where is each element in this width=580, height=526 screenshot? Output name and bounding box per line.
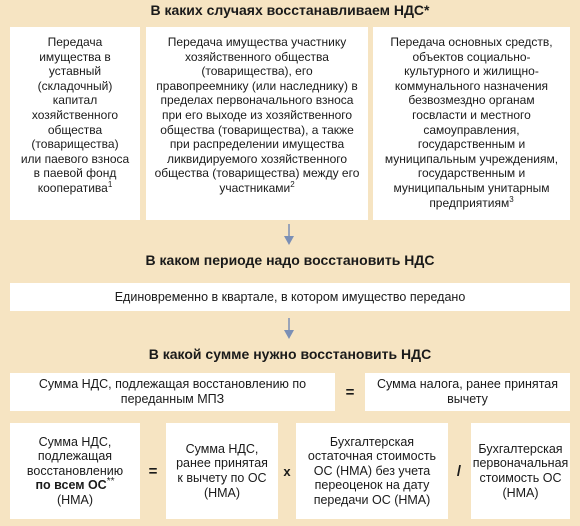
period-text: Единовременно в квартале, в котором имущество передано [114,289,466,304]
formula2-restore-bold: по всем ОС [35,478,107,493]
formula2-restore-text: Сумма НДС, подлежащая восстановлению [26,434,124,478]
footnote-mark: 3 [509,194,514,204]
formula2-restore-suffix: (НМА) [56,492,94,507]
period-box [10,283,570,311]
equals-sign: = [345,383,355,401]
case-box-participant-exit [146,27,368,220]
footnote-mark: 1 [107,179,113,189]
formula2-residual-box [296,423,448,519]
footnote-mark: 2 [290,179,295,189]
section-heading-cases: В каких случаях восстанавливаем НДС* [150,2,430,18]
formula2-residual-text: Бухгалтерская остаточная стоимость ОС (НМА) без учета переоценок на дату передачи ОС (НМА) [307,434,437,507]
formula1-left-text: Сумма НДС, подлежащая восстановлению по переданным МПЗ [38,377,307,406]
multiply-sign: х [283,463,291,479]
footnote-mark: ** [106,476,115,488]
equals-sign: = [148,462,158,480]
divide-sign: / [456,462,462,480]
formula2-restore-box [10,423,140,519]
formula1-left-box [10,373,335,411]
case-box-charter-capital [10,27,140,220]
case-text: Передача имущества участнику хозяйственного общества (товарищества), его правопреемнику (или наследнику) в пределах первоначального взноса при его выходе из хозяйственного общества (товарищества), а также при распределении имущества ликвидируемого хозяйственного общества (товарищества) между его участниками [154,35,360,195]
section-heading-period: В каком периоде надо восстановить НДС [145,252,435,268]
formula1-right-box [365,373,570,411]
case-box-free-transfer [373,27,570,220]
case-text: Передача имущества в уставный (складочный) капитал хозяйственного общества (товарищества) или паевого взноса в паевой фонд кооператива [20,35,130,195]
case-text: Передача основных средств, объектов социально-культурного и жилищно-коммунального назначения безвозмездно органам госвласти и местного самоуправления, государственным и муниципальным учреждениям, государственным и муниципальным унитарным предприятиям [384,35,559,210]
down-arrow-icon [282,224,296,246]
formula2-initial-box [471,423,570,519]
formula2-deducted-text: Сумма НДС, ранее принятая к вычету по ОС (НМА) [176,441,268,500]
formula1-right-text: Сумма налога, ранее принятая вычету [376,377,559,406]
formula2-deducted-box [166,423,278,519]
down-arrow-icon [282,318,296,340]
formula2-initial-text: Бухгалтерская первоначальная стоимость ОС (НМА) [472,441,569,500]
section-heading-amount: В какой сумме нужно восстановить НДС [148,346,432,362]
